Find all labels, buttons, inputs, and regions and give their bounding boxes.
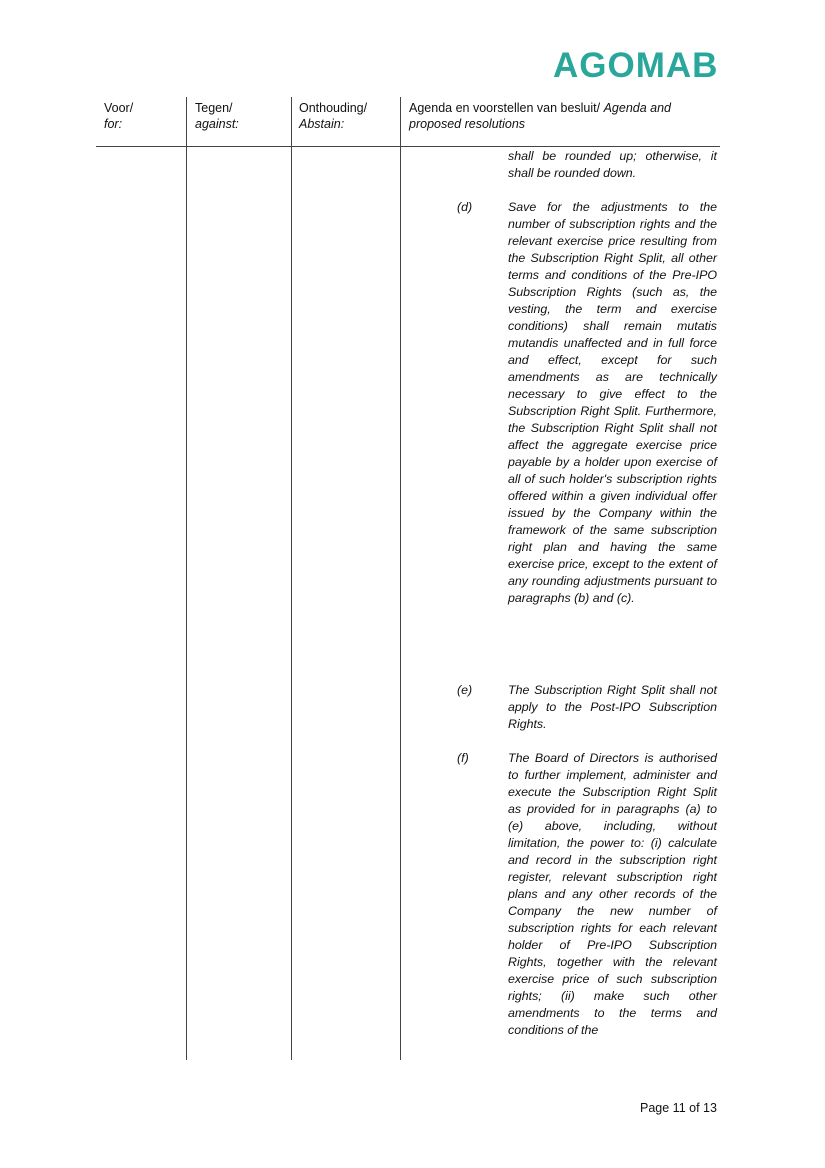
item-marker-f: (f) xyxy=(457,751,469,765)
header-voor-nl: Voor/ xyxy=(104,101,134,115)
column-divider-2 xyxy=(291,97,292,1060)
header-onthouding-nl: Onthouding/ xyxy=(299,101,368,115)
header-tegen-en: against: xyxy=(195,117,239,131)
header-tegen xyxy=(195,100,239,132)
continuation-text: shall be rounded up; otherwise, it shall be rounded down. xyxy=(508,149,717,180)
header-tegen-nl: Tegen/ xyxy=(195,101,233,115)
column-divider-3 xyxy=(400,97,401,1060)
page-number: Page 11 of 13 xyxy=(640,1101,717,1115)
header-agenda xyxy=(409,100,719,132)
item-marker-d: (d) xyxy=(457,200,473,214)
header-onthouding xyxy=(299,100,367,132)
header-voor xyxy=(104,100,133,132)
header-divider xyxy=(96,146,720,147)
header-onthouding-en: Abstain: xyxy=(299,117,345,131)
item-text-f: The Board of Directors is authorised to further implement, administer and execute the Subscription Right Split as provided for in paragraphs (a) to (e) above, including, without limitation, the power to: (i) calculate and record in the subscription right register, relevant subscription right plans and any other records of the Company the new number of subscription rights for each relevant holder of Pre-IPO Subscription Rights, together with the relevant exercise price of such subscription rights; (ii) make such other amendments to the terms and conditions of the xyxy=(508,751,717,1037)
header-agenda-nl: Agenda en voorstellen van besluit/ xyxy=(409,101,604,115)
item-text-e: The Subscription Right Split shall not apply to the Post-IPO Subscription Rights. xyxy=(508,683,717,731)
company-logo xyxy=(553,48,718,83)
item-text-d: Save for the adjustments to the number of subscription rights and the relevant exercise price resulting from the Subscription Right Split, all other terms and conditions of the Pre-IPO Subscription Rights (such as, the vesting, the term and exercise conditions) shall remain mutatis mutandis unaffected and in full force and effect, except for such amendments as are technically necessary to give effect to the Subscription Right Split. Furthermore, the Subscription Right Split shall not affect the aggregate exercise price payable by a holder upon exercise of all of such holder's subscription rights offered within a given individual offer issued by the Company within the framework of the same subscription right plan and having the same exercise price, except to the extent of any rounding adjustments pursuant to paragraphs (b) and (c). xyxy=(508,200,717,605)
logo-text: AGOMAB xyxy=(553,46,719,85)
header-voor-en: for: xyxy=(104,117,123,131)
item-marker-e: (e) xyxy=(457,683,473,697)
column-divider-1 xyxy=(186,97,187,1060)
header-agenda-en: Agenda and proposed resolutions xyxy=(409,101,672,131)
